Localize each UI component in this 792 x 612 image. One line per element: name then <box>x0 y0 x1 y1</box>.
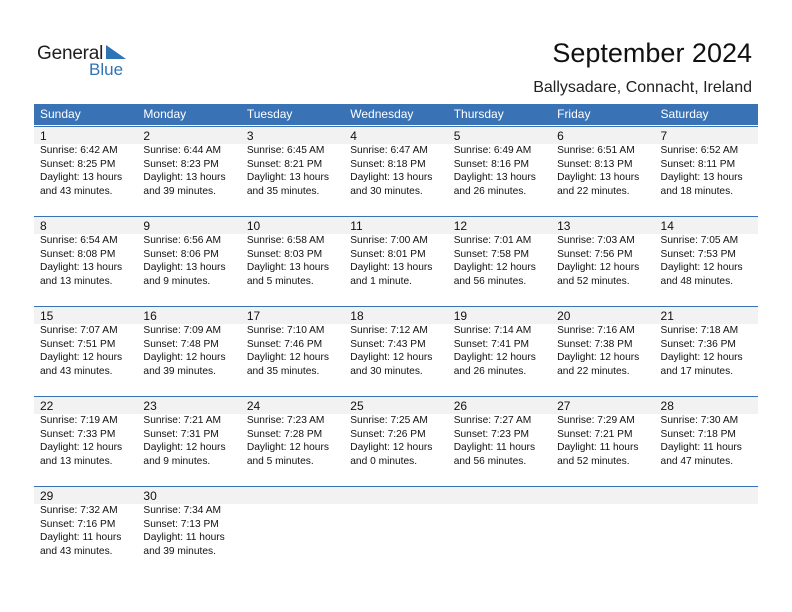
week-row <box>34 486 758 571</box>
daylight-minutes: and 9 minutes. <box>143 455 211 467</box>
daylight-minutes: and 56 minutes. <box>453 275 527 287</box>
sunset-time: Sunset: 8:21 PM <box>246 158 323 170</box>
daylight-minutes: and 43 minutes. <box>40 185 113 197</box>
day-cell <box>137 396 240 468</box>
sunset-time: Sunset: 7:36 PM <box>660 338 736 350</box>
day-number: 18 <box>350 309 364 323</box>
logo-text-blue: Blue <box>89 60 124 79</box>
sunset-time: Sunset: 7:56 PM <box>557 248 633 260</box>
daylight-hours: Daylight: 11 hours <box>660 442 742 453</box>
sunset-time: Sunset: 7:13 PM <box>143 518 219 530</box>
sunset-time: Sunset: 7:58 PM <box>453 248 530 260</box>
sunrise-time: Sunrise: 6:52 AM <box>660 145 739 156</box>
sunset-time: Sunset: 7:41 PM <box>453 338 530 350</box>
sunset-time: Sunset: 7:46 PM <box>246 338 323 350</box>
sunrise-time: Sunrise: 6:51 AM <box>557 145 635 156</box>
day-number: 3 <box>246 129 254 143</box>
sunrise-time: Sunrise: 6:56 AM <box>143 235 222 246</box>
day-cell <box>448 126 551 198</box>
sunset-time: Sunset: 8:11 PM <box>660 158 736 170</box>
daylight-minutes: and 18 minutes. <box>660 185 734 197</box>
sunrise-time: Sunrise: 7:01 AM <box>453 235 532 246</box>
sunrise-time: Sunrise: 7:03 AM <box>557 235 635 246</box>
daylight-hours: Daylight: 12 hours <box>660 262 743 273</box>
day-cell <box>344 126 447 198</box>
daylight-minutes: and 26 minutes. <box>453 185 527 197</box>
day-number: 7 <box>660 129 668 143</box>
day-number: 8 <box>40 219 47 233</box>
day-number: 17 <box>246 309 261 323</box>
week-cells <box>34 216 758 288</box>
daylight-hours: Daylight: 11 hours <box>557 442 639 453</box>
sunrise-time: Sunrise: 7:18 AM <box>660 325 739 336</box>
daylight-minutes: and 39 minutes. <box>143 365 216 377</box>
daylight-hours: Daylight: 11 hours <box>40 532 122 543</box>
daylight-hours: Daylight: 12 hours <box>660 352 743 363</box>
day-number: 25 <box>350 399 364 413</box>
daylight-hours: Daylight: 13 hours <box>350 172 433 183</box>
daylight-hours: Daylight: 13 hours <box>40 262 123 273</box>
sunrise-time: Sunrise: 7:29 AM <box>557 415 635 426</box>
sunrise-time: Sunrise: 7:32 AM <box>40 505 118 516</box>
day-number: 28 <box>660 399 674 413</box>
day-cell <box>241 216 344 288</box>
daylight-hours: Daylight: 12 hours <box>246 352 329 363</box>
sunset-time: Sunset: 8:23 PM <box>143 158 219 170</box>
daylight-minutes: and 39 minutes. <box>143 545 216 557</box>
daylight-hours: Daylight: 12 hours <box>453 262 536 273</box>
day-number: 27 <box>557 399 571 413</box>
daylight-minutes: and 22 minutes. <box>557 365 630 377</box>
daylight-minutes: and 30 minutes. <box>350 365 423 377</box>
sunset-time: Sunset: 7:48 PM <box>143 338 219 350</box>
day-cell <box>655 486 758 558</box>
day-cell <box>344 396 447 468</box>
daylight-hours: Daylight: 12 hours <box>350 352 433 363</box>
weekday-friday: Friday <box>557 107 591 121</box>
week-row <box>34 126 758 211</box>
day-cell <box>241 306 344 378</box>
daylight-hours: Daylight: 13 hours <box>40 172 123 183</box>
day-cell <box>137 126 240 198</box>
logo-text-general: General <box>37 43 104 64</box>
sunrise-time: Sunrise: 7:07 AM <box>40 325 118 336</box>
weekday-thursday: Thursday <box>453 107 504 121</box>
sunrise-time: Sunrise: 7:10 AM <box>246 325 325 336</box>
day-cell <box>551 486 654 558</box>
week-row <box>34 306 758 391</box>
day-cell <box>655 216 758 288</box>
day-number: 1 <box>40 129 47 143</box>
sunset-time: Sunset: 8:13 PM <box>557 158 633 170</box>
daylight-hours: Daylight: 13 hours <box>557 172 640 183</box>
logo <box>37 40 137 82</box>
daylight-minutes: and 35 minutes. <box>246 365 320 377</box>
logo-triangle-icon <box>106 45 126 59</box>
sunrise-time: Sunrise: 7:00 AM <box>350 235 428 246</box>
daylight-hours: Daylight: 11 hours <box>453 442 536 453</box>
daylight-minutes: and 43 minutes. <box>40 545 113 557</box>
day-cell <box>448 306 551 378</box>
daylight-hours: Daylight: 12 hours <box>143 442 226 453</box>
day-cell <box>34 396 137 468</box>
sunset-time: Sunset: 7:23 PM <box>453 428 530 440</box>
day-number: 19 <box>453 309 468 323</box>
daylight-hours: Daylight: 12 hours <box>246 442 329 453</box>
day-cell <box>448 396 551 468</box>
day-number: 26 <box>453 399 468 413</box>
sunrise-time: Sunrise: 7:19 AM <box>40 415 118 426</box>
day-cell <box>241 486 344 558</box>
day-number: 9 <box>143 219 151 233</box>
sunset-time: Sunset: 8:06 PM <box>143 248 219 260</box>
day-cell <box>344 216 447 288</box>
daylight-hours: Daylight: 13 hours <box>660 172 743 183</box>
weekday-tuesday: Tuesday <box>246 107 293 121</box>
daylight-hours: Daylight: 13 hours <box>350 262 433 273</box>
day-cell <box>137 216 240 288</box>
week-cells <box>34 126 758 198</box>
daylight-hours: Daylight: 12 hours <box>350 442 433 453</box>
sunrise-time: Sunrise: 7:30 AM <box>660 415 739 426</box>
daylight-minutes: and 26 minutes. <box>453 365 527 377</box>
sunrise-time: Sunrise: 7:25 AM <box>350 415 428 426</box>
day-number: 24 <box>246 399 261 413</box>
daylight-minutes: and 52 minutes. <box>557 455 630 467</box>
daylight-minutes: and 35 minutes. <box>246 185 320 197</box>
day-number: 5 <box>453 129 461 143</box>
weekday-saturday: Saturday <box>660 107 709 121</box>
week-row <box>34 216 758 301</box>
daylight-minutes: and 17 minutes. <box>660 365 734 377</box>
sunset-time: Sunset: 7:38 PM <box>557 338 633 350</box>
day-number: 30 <box>143 489 157 503</box>
day-number: 10 <box>246 219 261 233</box>
sunrise-time: Sunrise: 6:58 AM <box>246 235 325 246</box>
day-number: 11 <box>350 219 363 233</box>
day-cell <box>241 126 344 198</box>
day-number: 23 <box>143 399 157 413</box>
day-number: 29 <box>40 489 54 503</box>
weekday-header <box>34 104 758 125</box>
sunrise-time: Sunrise: 6:42 AM <box>40 145 118 156</box>
daylight-minutes: and 5 minutes. <box>246 455 314 467</box>
weekday-sunday: Sunday <box>40 107 81 121</box>
sunset-time: Sunset: 8:18 PM <box>350 158 426 170</box>
daylight-hours: Daylight: 12 hours <box>557 352 640 363</box>
day-cell <box>34 126 137 198</box>
daylight-minutes: and 13 minutes. <box>40 275 113 287</box>
day-cell <box>448 486 551 558</box>
day-number: 4 <box>350 129 357 143</box>
sunrise-time: Sunrise: 6:54 AM <box>40 235 118 246</box>
day-number: 13 <box>557 219 571 233</box>
sunset-time: Sunset: 8:16 PM <box>453 158 530 170</box>
daylight-minutes: and 5 minutes. <box>246 275 314 287</box>
day-cell <box>655 306 758 378</box>
day-cell <box>241 396 344 468</box>
day-number: 14 <box>660 219 674 233</box>
daylight-hours: Daylight: 13 hours <box>246 172 329 183</box>
sunrise-time: Sunrise: 6:49 AM <box>453 145 532 156</box>
daylight-minutes: and 13 minutes. <box>40 455 113 467</box>
daylight-hours: Daylight: 12 hours <box>143 352 226 363</box>
sunrise-time: Sunrise: 7:16 AM <box>557 325 635 336</box>
sunset-time: Sunset: 8:08 PM <box>40 248 116 260</box>
sunset-time: Sunset: 7:31 PM <box>143 428 219 440</box>
sunrise-time: Sunrise: 6:47 AM <box>350 145 428 156</box>
daylight-minutes: and 30 minutes. <box>350 185 423 197</box>
daylight-minutes: and 39 minutes. <box>143 185 216 197</box>
day-cell <box>551 216 654 288</box>
sunset-time: Sunset: 7:16 PM <box>40 518 116 530</box>
day-cell <box>551 126 654 198</box>
daylight-minutes: and 48 minutes. <box>660 275 734 287</box>
daylight-minutes: and 43 minutes. <box>40 365 113 377</box>
page-title: September 2024 <box>552 38 752 68</box>
daylight-hours: Daylight: 13 hours <box>246 262 329 273</box>
daylight-minutes: and 0 minutes. <box>350 455 418 467</box>
sunset-time: Sunset: 8:03 PM <box>246 248 323 260</box>
sunset-time: Sunset: 7:33 PM <box>40 428 116 440</box>
sunrise-time: Sunrise: 7:05 AM <box>660 235 739 246</box>
sunrise-time: Sunrise: 6:45 AM <box>246 145 325 156</box>
day-cell <box>551 306 654 378</box>
day-cell <box>655 396 758 468</box>
sunset-time: Sunset: 7:21 PM <box>557 428 633 440</box>
day-cell <box>344 486 447 558</box>
daylight-minutes: and 22 minutes. <box>557 185 630 197</box>
sunrise-time: Sunrise: 7:23 AM <box>246 415 325 426</box>
daylight-hours: Daylight: 11 hours <box>143 532 225 543</box>
sunset-time: Sunset: 7:53 PM <box>660 248 736 260</box>
day-number: 20 <box>557 309 571 323</box>
daylight-hours: Daylight: 12 hours <box>453 352 536 363</box>
sunset-time: Sunset: 8:01 PM <box>350 248 426 260</box>
sunrise-time: Sunrise: 7:12 AM <box>350 325 428 336</box>
day-cell <box>448 216 551 288</box>
daylight-minutes: and 1 minute. <box>350 275 412 287</box>
day-cell <box>344 306 447 378</box>
daylight-hours: Daylight: 13 hours <box>143 262 226 273</box>
day-cell <box>655 126 758 198</box>
sunrise-time: Sunrise: 6:44 AM <box>143 145 222 156</box>
day-cell <box>137 306 240 378</box>
day-cell <box>551 396 654 468</box>
location-subtitle: Ballysadare, Connacht, Ireland <box>533 79 752 96</box>
day-cell <box>34 486 137 558</box>
sunset-time: Sunset: 7:28 PM <box>246 428 323 440</box>
week-row <box>34 396 758 481</box>
day-number: 16 <box>143 309 157 323</box>
day-cell <box>34 306 137 378</box>
sunset-time: Sunset: 7:26 PM <box>350 428 426 440</box>
daylight-hours: Daylight: 12 hours <box>557 262 640 273</box>
week-cells <box>34 486 758 558</box>
day-number: 6 <box>557 129 564 143</box>
sunrise-time: Sunrise: 7:09 AM <box>143 325 222 336</box>
week-cells <box>34 306 758 378</box>
sunrise-time: Sunrise: 7:14 AM <box>453 325 532 336</box>
daylight-minutes: and 9 minutes. <box>143 275 211 287</box>
weekday-monday: Monday <box>143 107 187 121</box>
day-number: 2 <box>143 129 151 143</box>
week-cells <box>34 396 758 468</box>
daylight-minutes: and 47 minutes. <box>660 455 734 467</box>
daylight-hours: Daylight: 12 hours <box>40 442 123 453</box>
day-cell <box>34 216 137 288</box>
day-number: 15 <box>40 309 54 323</box>
daylight-hours: Daylight: 13 hours <box>143 172 226 183</box>
daylight-hours: Daylight: 13 hours <box>453 172 536 183</box>
sunrise-time: Sunrise: 7:27 AM <box>453 415 532 426</box>
weekday-wednesday: Wednesday <box>350 107 414 121</box>
day-number: 22 <box>40 399 54 413</box>
day-number: 12 <box>453 219 468 233</box>
day-number: 21 <box>660 309 674 323</box>
sunrise-time: Sunrise: 7:34 AM <box>143 505 222 516</box>
sunset-time: Sunset: 7:43 PM <box>350 338 426 350</box>
sunset-time: Sunset: 8:25 PM <box>40 158 116 170</box>
day-cell <box>137 486 240 558</box>
sunset-time: Sunset: 7:51 PM <box>40 338 116 350</box>
daylight-minutes: and 52 minutes. <box>557 275 630 287</box>
daylight-minutes: and 56 minutes. <box>453 455 527 467</box>
sunset-time: Sunset: 7:18 PM <box>660 428 736 440</box>
sunrise-time: Sunrise: 7:21 AM <box>143 415 222 426</box>
daylight-hours: Daylight: 12 hours <box>40 352 123 363</box>
